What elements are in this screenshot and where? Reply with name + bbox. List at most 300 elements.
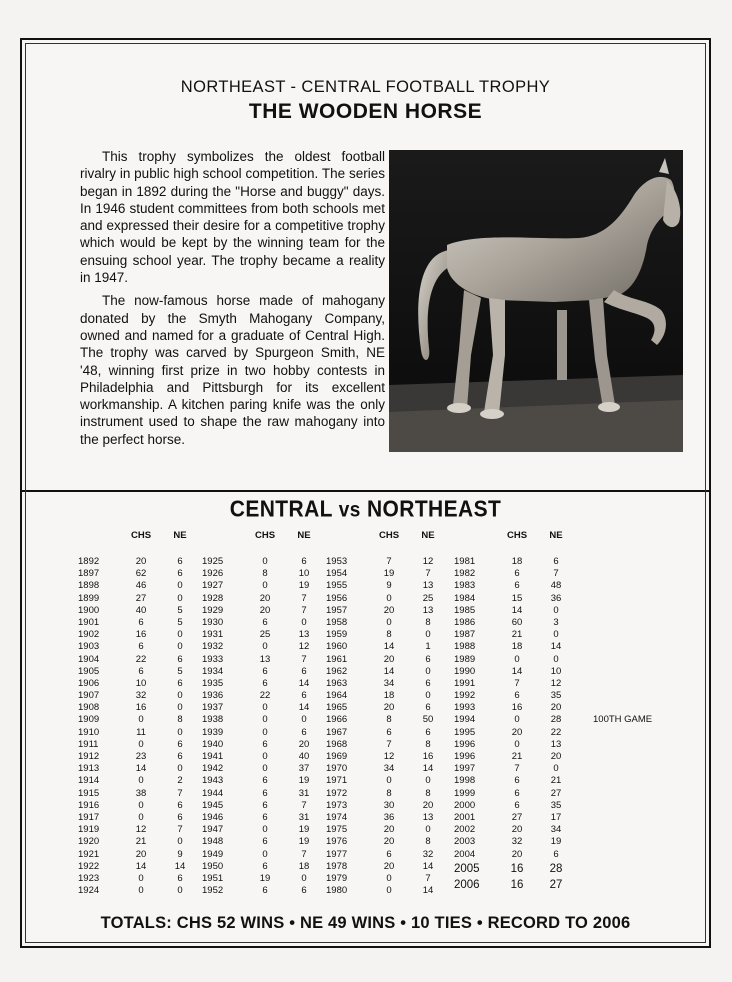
score-year: 1929 [202,604,224,616]
chs-score: 20 [259,592,271,604]
score-year: 1947 [202,824,224,836]
score-year: 1923 [78,872,100,884]
ne-score: 6 [301,556,307,567]
score-row [78,727,198,739]
score-year: 1952 [202,885,224,897]
score-row [326,775,446,787]
score-row [78,763,198,775]
score-row [454,775,574,787]
score-year: 1993 [454,702,476,714]
score-row [326,727,446,739]
ne-score: 20 [550,702,562,714]
score-year: 1991 [454,677,476,689]
score-year: 1907 [78,690,100,702]
score-year: 1924 [78,885,100,897]
chs-score: 8 [386,714,392,726]
ne-score: 0 [177,592,183,604]
score-year: 1944 [202,787,224,799]
ne-header: NE [173,530,187,541]
ne-score: 14 [422,885,434,897]
score-year: 1945 [202,799,224,811]
ne-score: 36 [550,592,562,604]
chs-score: 16 [135,629,147,641]
chs-score: 20 [511,824,523,836]
score-year: 1938 [202,714,224,726]
score-year: 1937 [202,702,224,714]
ne-score: 2 [177,775,183,787]
score-year: 1974 [326,811,348,823]
score-row [326,763,446,775]
score-year: 1936 [202,690,224,702]
ne-score: 0 [177,836,183,848]
score-row [454,861,574,877]
score-row [454,800,574,812]
article-paragraph-2: The now-famous horse made of mahogany donated by the Smyth Mahogany Company, owned and named for a graduate of Central High. The trophy was carved by Spurgeon Smith, NE '48, winning first prize in two hobby contests in Philadelphia and Pittsburgh for its excellent workmanship. A kitchen paring knife was the only instrument used to shape the raw mahogany into the perfect horse. [80,293,385,447]
chs-score: 20 [383,836,395,848]
chs-score: 19 [259,872,271,884]
score-row [326,629,446,641]
chs-score: 10 [135,677,147,689]
ne-score: 6 [177,556,183,567]
chs-score: 16 [510,862,524,875]
chs-score: 21 [511,751,523,762]
score-row [78,849,198,861]
score-row [202,654,322,666]
ne-score: 8 [425,836,431,848]
score-row [202,739,322,751]
score-row [202,605,322,617]
chs-score: 21 [511,629,523,641]
score-year: 1909 [78,714,100,726]
score-row [202,714,322,726]
ne-header: NE [421,530,435,541]
chs-score: 20 [511,726,523,738]
score-year: 1995 [454,726,476,738]
score-year: 1931 [202,629,224,641]
ne-score: 0 [301,616,307,628]
ne-score: 7 [553,568,559,580]
score-row [202,788,322,800]
score-year: 1939 [202,726,224,738]
chs-score: 0 [514,738,520,750]
score-year: 2006 [454,878,480,891]
score-year: 2000 [454,799,476,811]
article-body [80,148,385,454]
score-row [78,641,198,653]
chs-score: 6 [262,885,268,897]
score-year: 2002 [454,824,476,836]
score-row [202,629,322,641]
score-row [202,568,322,580]
score-year: 1914 [78,775,100,787]
ne-score: 35 [550,690,562,702]
score-year: 1950 [202,860,224,872]
score-year: 1908 [78,702,100,714]
score-row [454,654,574,666]
ne-score: 6 [553,848,559,860]
score-year: 1959 [326,629,348,641]
score-row [326,641,446,653]
score-year: 1970 [326,763,348,775]
score-column-header [202,530,322,552]
score-year: 1958 [326,616,348,628]
chs-score: 6 [386,848,392,860]
score-year: 1919 [78,824,100,836]
chs-score: 0 [138,885,144,897]
ne-score: 13 [298,629,310,641]
ne-score: 27 [549,878,563,891]
score-year: 1906 [78,677,100,689]
score-year: 2001 [454,811,476,823]
ne-score: 0 [301,714,307,726]
score-row [454,788,574,800]
score-row [78,568,198,580]
score-year: 1892 [78,556,100,567]
chs-score: 7 [386,556,392,567]
ne-score: 14 [422,860,434,872]
ne-score: 27 [550,787,562,799]
score-year: 1971 [326,775,348,787]
score-row [454,605,574,617]
score-row [326,751,446,763]
ne-score: 20 [298,738,310,750]
ne-score: 6 [177,751,183,762]
score-year: 1965 [326,702,348,714]
score-year: 1903 [78,641,100,653]
scores-title-northeast: NORTHEAST [366,496,502,523]
score-row [454,568,574,580]
chs-score: 30 [383,799,395,811]
chs-header: CHS [130,530,152,541]
score-row [326,861,446,873]
ne-score: 6 [425,653,431,665]
chs-score: 0 [262,702,268,714]
chs-score: 6 [514,690,520,702]
score-row [326,849,446,861]
score-row [326,654,446,666]
chs-score: 9 [386,580,392,592]
score-row [454,739,574,751]
score-column-header [78,530,198,552]
chs-score: 16 [511,702,523,714]
score-year: 1987 [454,629,476,641]
ne-score: 0 [425,629,431,641]
score-row [78,873,198,885]
article-section [22,40,709,492]
ne-score: 12 [550,677,562,689]
chs-score: 8 [386,787,392,799]
score-row [202,678,322,690]
score-year: 1961 [326,653,348,665]
score-year: 1969 [326,751,348,762]
score-row [326,702,446,714]
score-row [326,800,446,812]
chs-score: 8 [262,568,268,580]
chs-score: 34 [383,677,395,689]
score-row [454,593,574,605]
score-row [202,690,322,702]
score-year: 1999 [454,787,476,799]
chs-score: 6 [138,665,144,677]
score-year: 1934 [202,665,224,677]
score-column-4 [454,530,574,893]
score-year: 1983 [454,580,476,592]
score-year: 1951 [202,872,224,884]
chs-score: 6 [262,860,268,872]
score-year: 1902 [78,629,100,641]
chs-score: 13 [259,653,271,665]
chs-score: 0 [262,641,268,653]
chs-score: 14 [135,860,147,872]
chs-score: 0 [262,580,268,592]
ne-score: 12 [422,556,434,567]
score-row [78,824,198,836]
chs-score: 60 [511,616,523,628]
score-row [202,580,322,592]
score-row [78,885,198,897]
chs-score: 14 [511,665,523,677]
ne-score: 0 [553,653,559,665]
score-row [326,593,446,605]
score-row [78,580,198,592]
score-year: 1960 [326,641,348,653]
score-rows [202,556,322,897]
series-totals: TOTALS: CHS 52 WINS • NE 49 WINS • 10 TIES • RECORD TO 2006 [100,914,631,932]
score-row [326,605,446,617]
score-year: 1957 [326,604,348,616]
score-row [78,836,198,848]
ne-score: 0 [177,690,183,702]
chs-score: 6 [514,568,520,580]
score-row [78,617,198,629]
score-row [202,617,322,629]
ne-score: 7 [177,787,183,799]
score-column-header [326,530,446,552]
chs-score: 7 [514,677,520,689]
chs-score: 40 [135,604,147,616]
chs-score: 0 [262,824,268,836]
ne-score: 6 [301,690,307,702]
score-year: 1940 [202,738,224,750]
ne-score: 16 [422,751,434,762]
score-row [202,751,322,763]
score-row [454,678,574,690]
ne-score: 5 [177,616,183,628]
score-year: 1977 [326,848,348,860]
score-row [202,861,322,873]
chs-score: 22 [259,690,271,702]
chs-score: 0 [262,763,268,775]
score-row [202,836,322,848]
ne-score: 35 [550,799,562,811]
ne-score: 25 [422,592,434,604]
score-row [454,690,574,702]
score-row [78,751,198,763]
ne-score: 6 [301,726,307,738]
ne-score: 7 [301,653,307,665]
chs-score: 6 [386,726,392,738]
score-row [202,885,322,897]
chs-score: 23 [135,751,147,762]
ne-score: 50 [422,714,434,726]
chs-score: 0 [138,811,144,823]
score-year: 1912 [78,751,100,762]
score-year: 1998 [454,775,476,787]
ne-score: 0 [553,629,559,641]
score-row [326,580,446,592]
score-row [326,666,446,678]
score-row [202,727,322,739]
chs-score: 18 [511,556,523,567]
page-title: THE WOODEN HORSE [248,100,483,123]
score-year: 1989 [454,653,476,665]
ne-score: 5 [177,604,183,616]
score-row [202,593,322,605]
ne-score: 6 [177,738,183,750]
ne-score: 6 [553,556,559,567]
hundredth-game-note: 100TH GAME [593,714,653,725]
score-year: 1967 [326,726,348,738]
score-year: 1925 [202,556,224,567]
ne-score: 0 [177,885,183,897]
score-row [202,812,322,824]
wooden-horse-photo [389,150,683,452]
score-row [202,556,322,568]
ne-score: 10 [550,665,562,677]
ne-score: 19 [298,824,310,836]
chs-score: 22 [135,653,147,665]
score-year: 1943 [202,775,224,787]
score-year: 1915 [78,787,100,799]
score-year: 1910 [78,726,100,738]
chs-score: 11 [136,726,146,738]
chs-score: 20 [135,556,147,567]
ne-score: 1 [425,641,431,653]
page-frame [20,38,711,948]
score-year: 1948 [202,836,224,848]
chs-score: 0 [262,726,268,738]
chs-score: 62 [135,568,147,580]
score-year: 1899 [78,592,100,604]
chs-score: 6 [262,775,268,787]
ne-score: 28 [549,862,563,875]
score-year: 1921 [78,848,100,860]
chs-score: 0 [386,885,392,897]
score-row [326,678,446,690]
ne-score: 19 [298,836,310,848]
score-year: 1963 [326,677,348,689]
ne-score: 5 [177,665,183,677]
ne-score: 7 [301,604,307,616]
ne-score: 9 [177,848,183,860]
score-row [454,812,574,824]
ne-header: NE [297,530,311,541]
chs-score: 6 [262,811,268,823]
score-year: 1917 [78,811,100,823]
chs-score: 25 [259,629,271,641]
score-row [78,788,198,800]
score-year: 1979 [326,872,348,884]
score-row [78,629,198,641]
ne-score: 31 [298,787,310,799]
score-rows [454,556,574,893]
ne-score: 37 [298,763,310,775]
score-year: 1997 [454,763,476,775]
chs-score: 38 [135,787,147,799]
score-year: 1996 [454,738,476,750]
score-row [454,702,574,714]
chs-score: 0 [138,872,144,884]
score-row [78,593,198,605]
score-year: 1986 [454,616,476,628]
score-year: 1984 [454,592,476,604]
score-year: 1980 [326,885,348,897]
chs-score: 0 [262,751,268,762]
ne-score: 6 [177,677,183,689]
score-row [78,861,198,873]
chs-score: 7 [514,763,520,775]
score-row [78,800,198,812]
score-year: 1962 [326,665,348,677]
score-row [202,641,322,653]
score-row [454,641,574,653]
score-year: 1955 [326,580,348,592]
chs-score: 16 [510,878,524,891]
ne-score: 6 [425,677,431,689]
score-year: 2004 [454,848,476,860]
ne-score: 17 [550,811,562,823]
score-row [326,873,446,885]
chs-score: 6 [514,775,520,787]
chs-score: 6 [514,580,520,592]
score-year: 1901 [78,616,100,628]
score-row [326,690,446,702]
score-row [202,763,322,775]
score-year: 1916 [78,799,100,811]
chs-score: 0 [138,714,144,726]
score-row [454,556,574,568]
ne-score: 14 [174,860,186,872]
score-row [78,702,198,714]
chs-score: 20 [259,604,271,616]
chs-score: 27 [135,592,147,604]
score-row [202,666,322,678]
chs-score: 32 [511,836,523,848]
score-column-2 [202,530,322,897]
chs-score: 16 [135,702,147,714]
scores-title [22,497,709,524]
horse-trophy-illustration [389,150,683,452]
ne-score: 32 [422,848,434,860]
chs-score: 0 [386,592,392,604]
chs-score: 14 [135,763,147,775]
chs-score: 20 [135,848,147,860]
score-year: 1973 [326,799,348,811]
trophy-supertitle: NORTHEAST - CENTRAL FOOTBALL TROPHY [180,78,551,96]
ne-score: 0 [177,763,183,775]
chs-score: 18 [383,690,395,702]
ne-score: 6 [177,811,183,823]
ne-score: 0 [177,641,183,653]
score-year: 1990 [454,665,476,677]
score-year: 1966 [326,714,348,726]
score-row [454,727,574,739]
score-column-header [454,530,574,552]
score-year: 1954 [326,568,348,580]
chs-score: 7 [386,738,392,750]
chs-header: CHS [506,530,528,541]
score-row [326,836,446,848]
